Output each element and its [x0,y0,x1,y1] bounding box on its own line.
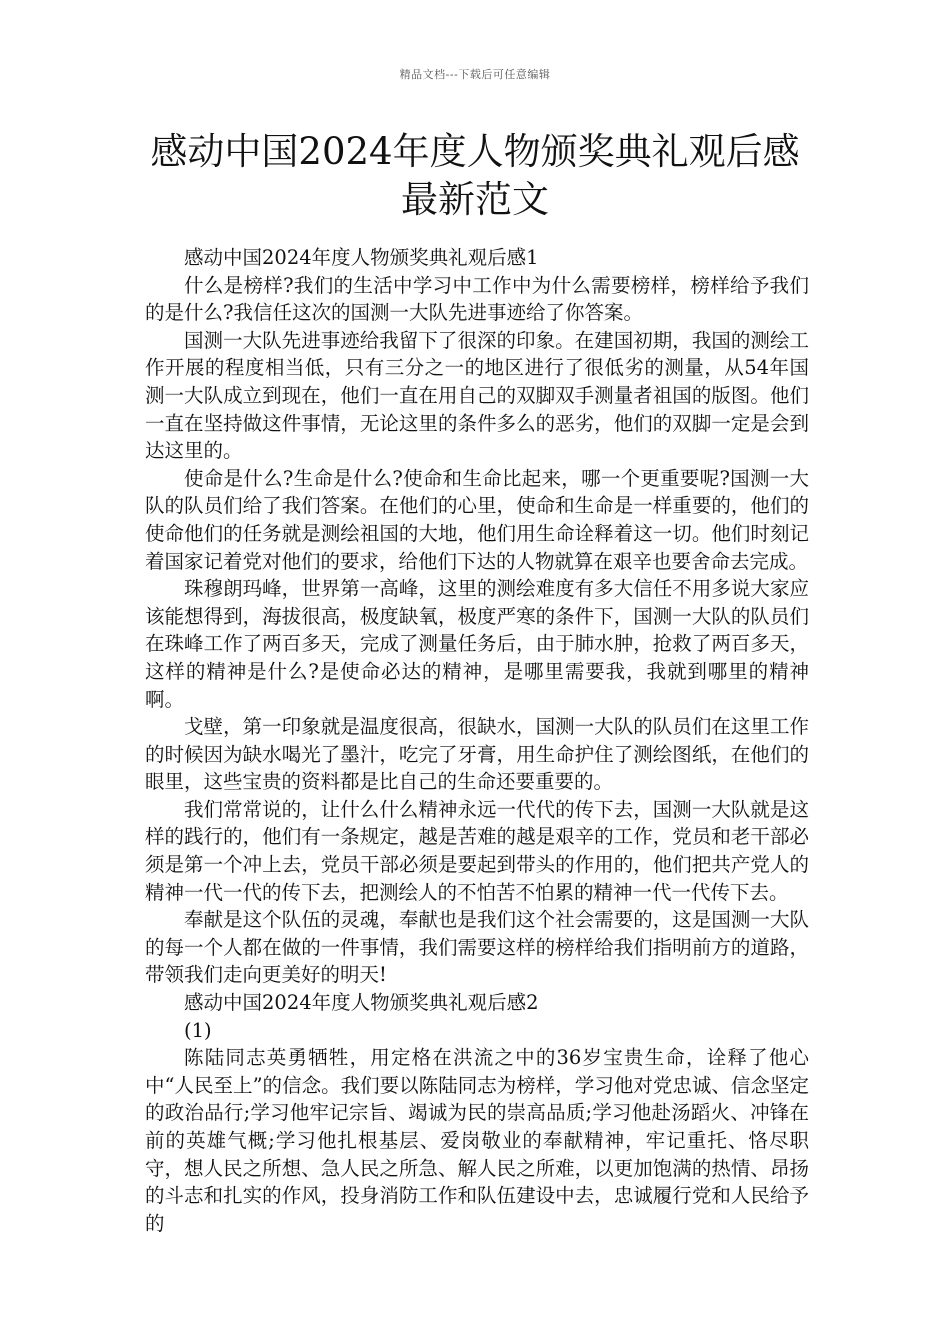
paragraph: 陈陆同志英勇牺牲，用定格在洪流之中的36岁宝贵生命，诠释了他心中“人民至上”的信念。我们要以陈陆同志为榜样，学习他对党忠诚、信念坚定的政治品行;学习他牢记宗旨、竭诚为民的崇高品质;学习他赴汤蹈火、冲锋在前的英雄气概;学习他扎根基层、爱岗敬业的奉献精神，牢记重托、恪尽职守，想人民之所想、急人民之所急、解人民之所难，以更加饱满的热情、昂扬的斗志和扎实的作风，投身消防工作和队伍建设中去，忠诚履行党和人民给予的 [145,1046,809,1235]
document-body [145,244,809,1237]
section-heading-1: 感动中国2024年度人物颁奖典礼观后感1 [184,246,539,269]
paragraph: 什么是榜样?我们的生活中学习中工作中为什么需要榜样，榜样给予我们的是什么?我信任这次的国测一大队先进事迹给了你答案。 [145,273,809,325]
header-note: 精品文档---下载后可任意编辑 [399,68,551,81]
paragraph: 使命是什么?生命是什么?使命和生命比起来，哪一个更重要呢?国测一大队的队员们给了我们答案。在他们的心里，使命和生命是一样重要的，他们的使命他们的任务就是测绘祖国的大地，他们用生命诠释着这一切。他们时刻记着国家记着党对他们的要求，给他们下达的人物就算在艰辛也要舍命去完成。 [145,466,809,573]
paragraph: 戈壁，第一印象就是温度很高，很缺水，国测一大队的队员们在这里工作的时候因为缺水喝光了墨汁，吃完了牙膏，用生命护住了测绘图纸，在他们的眼里，这些宝贵的资料都是比自己的生命还要重要的。 [145,715,809,794]
paragraph: 我们常常说的，让什么什么精神永远一代代的传下去，国测一大队就是这样的践行的，他们有一条规定，越是苦难的越是艰辛的工作，党员和老干部必须是第一个冲上去，党员干部必须是要起到带头的作用的，他们把共产党人的精神一代一代的传下去，把测绘人的不怕苦不怕累的精神一代一代传下去。 [145,797,809,904]
paragraph: 珠穆朗玛峰，世界第一高峰，这里的测绘难度有多大信任不用多说大家应该能想得到，海拔很高，极度缺氧，极度严寒的条件下，国测一大队的队员们在珠峰工作了两百多天，完成了测量任务后，由于肺水肿，抢救了两百多天，这样的精神是什么?是使命必达的精神，是哪里需要我，我就到哪里的精神啊。 [145,577,809,711]
paragraph: 国测一大队先进事迹给我留下了很深的印象。在建国初期，我国的测绘工作开展的程度相当低，只有三分之一的地区进行了很低劣的测量，从54年国测一大队成立到现在，他们一直在用自己的双脚双手测量者祖国的版图。他们一直在坚持做这件事情，无论这里的条件多么的恶劣，他们的双脚一定是会到达这里的。 [145,328,809,463]
section-heading-2: 感动中国2024年度人物颁奖典礼观后感2 [184,991,539,1015]
subsection-marker: (1) [184,1018,212,1042]
document-title: 感动中国2024年度人物颁奖典礼观后感最新范文 [150,130,800,221]
paragraph: 奉献是这个队伍的灵魂，奉献也是我们这个社会需要的，这是国测一大队的每一个人都在做的一件事情，我们需要这样的榜样给我们指明前方的道路，带领我们走向更美好的明天! [145,908,809,987]
